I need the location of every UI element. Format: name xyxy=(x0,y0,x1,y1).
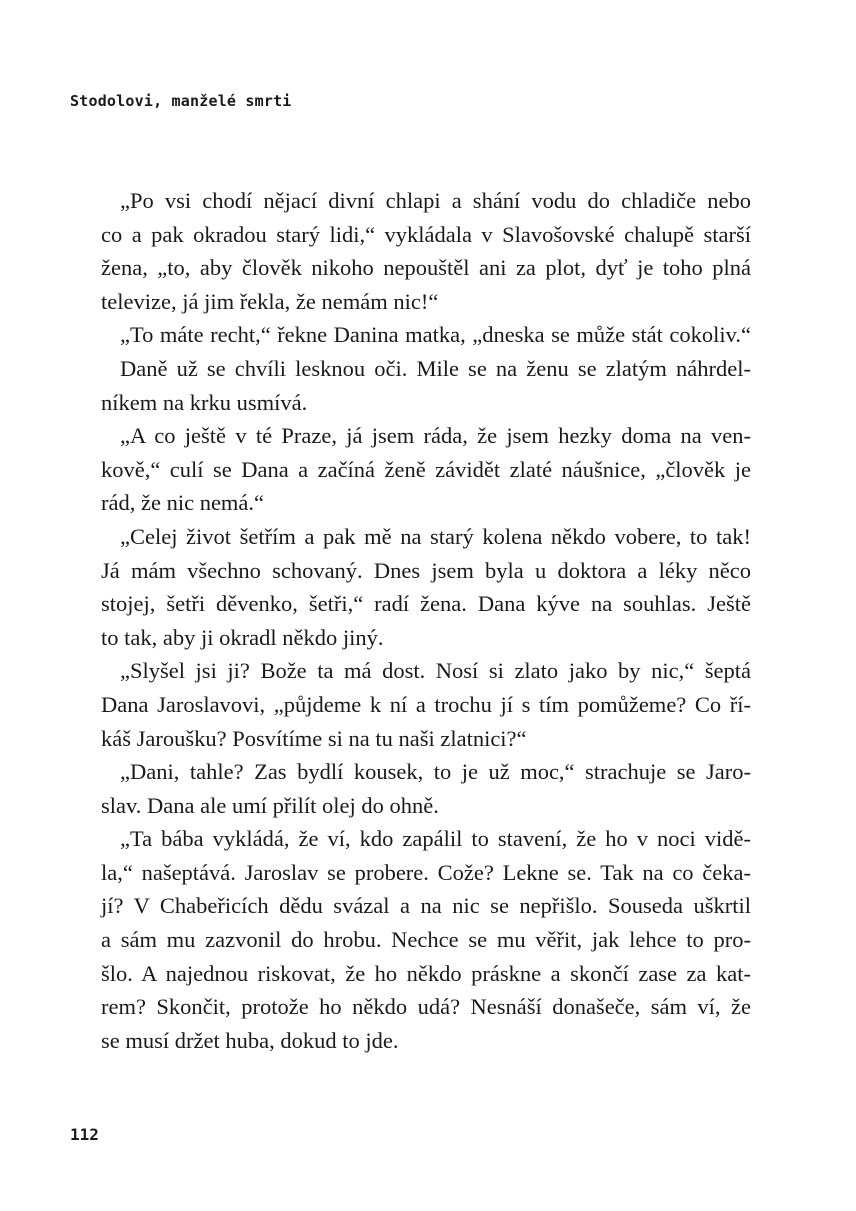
text-line: „Dani, tahle? Zas bydlí kousek, to je už moc,“ strachuje se Jaro- xyxy=(120,759,751,785)
text-line: „To máte recht,“ řekne Danina matka, „dneska se může stát cokoliv.“ xyxy=(120,322,751,348)
text-line: „Celej život šetřím a pak mě na starý kolena někdo vobere, to tak! xyxy=(120,523,751,549)
running-header: Stodolovi, manželé smrti xyxy=(70,92,292,110)
text-line: Dana Jaroslavovi, „půjdeme k ní a trochu jí s tím pomůžeme? Co ří- xyxy=(101,691,751,717)
text-line: rem? Skončit, protože ho někdo udá? Nesnáší donašeče, sám ví, že xyxy=(101,994,751,1020)
text-line: šlo. A najednou riskovat, že ho někdo práskne a skončí zase za kat- xyxy=(101,960,751,986)
text-line: to tak, aby ji okradl někdo jiný. xyxy=(101,624,384,650)
text-line: co a pak okradou starý lidi,“ vykládala v Slavošovské chalupě starší xyxy=(101,221,751,247)
text-line: jí? V Chabeřicích dědu svázal a na nic se nepřišlo. Souseda uškrtil xyxy=(101,893,751,919)
text-line: slav. Dana ale umí přilít olej do ohně. xyxy=(101,792,439,818)
text-line: a sám mu zazvonil do hrobu. Nechce se mu věřit, jak lehce to pro- xyxy=(101,927,751,953)
text-line: „Slyšel jsi ji? Bože ta má dost. Nosí si zlato jako by nic,“ šeptá xyxy=(120,658,751,684)
text-line: káš Jaroušku? Posvítíme si na tu naši zlatnici?“ xyxy=(101,725,527,751)
text-line: se musí držet huba, dokud to jde. xyxy=(101,1027,399,1053)
text-line: la,“ našeptává. Jaroslav se probere. Cože? Lekne se. Tak na co čeka- xyxy=(101,859,751,885)
text-line: Daně už se chvíli lesknou oči. Mile se na ženu se zlatým náhrdel- xyxy=(120,355,751,381)
text-line: „Po vsi chodí nějací divní chlapi a shání vodu do chladiče nebo xyxy=(120,188,751,213)
text-line: kově,“ culí se Dana a začíná ženě závidět zlaté náušnice, „člověk je xyxy=(101,456,751,482)
text-line: rád, že nic nemá.“ xyxy=(101,490,265,516)
text-line: žena, „to, aby člověk nikoho nepouštěl ani za plot, dyť je toho plná xyxy=(101,255,751,281)
text-line: „Ta bába vykládá, že ví, kdo zapálil to stavení, že ho v noci vidě- xyxy=(120,826,751,852)
page-number: 112 xyxy=(70,1125,99,1144)
text-line: níkem na krku usmívá. xyxy=(101,389,308,415)
text-line: Já mám všechno schovaný. Dnes jsem byla u doktora a léky něco xyxy=(101,557,751,583)
body-text xyxy=(101,184,751,1057)
text-line: stojej, šetři děvenko, šetři,“ radí žena. Dana kýve na souhlas. Ještě xyxy=(101,591,751,617)
text-line: „A co ještě v té Praze, já jsem ráda, že jsem hezky doma na ven- xyxy=(120,423,751,449)
text-line: televize, já jim řekla, že nemám nic!“ xyxy=(101,288,439,314)
